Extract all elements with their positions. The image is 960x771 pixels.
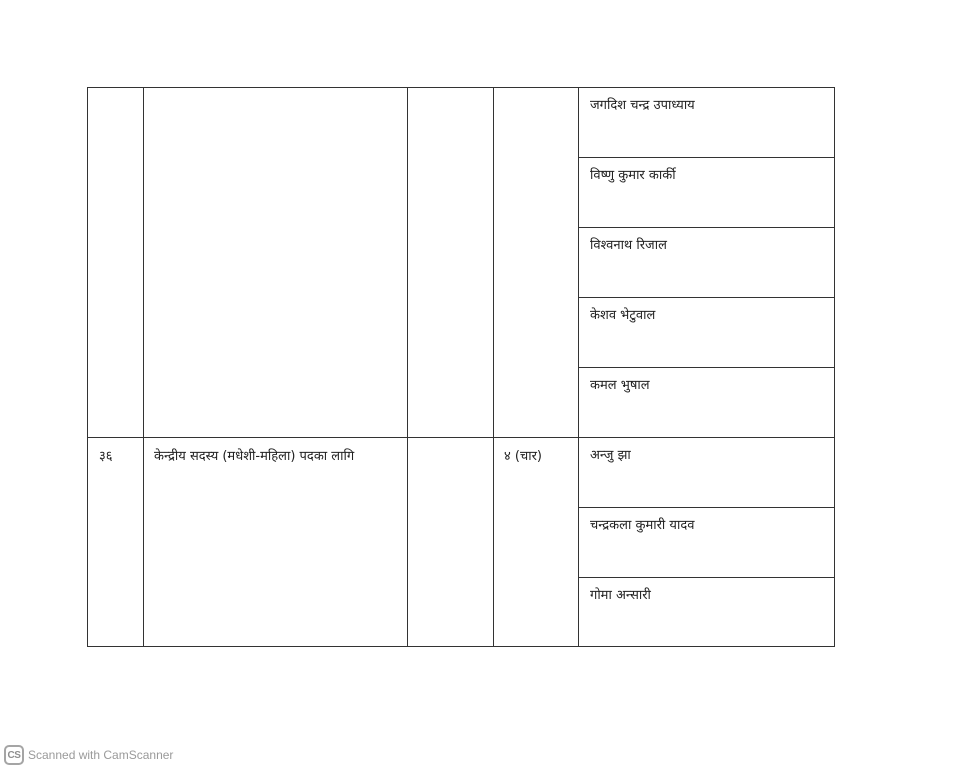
candidate-name: कमल भुषाल [590,378,650,393]
name-row-divider [578,227,834,228]
candidate-name: विश्वनाथ रिजाल [590,238,667,253]
post-title: केन्द्रीय सदस्य (मधेशी-महिला) पदका लागि [154,449,355,464]
watermark-text: Scanned with CamScanner [28,748,174,762]
name-row-divider [578,507,834,508]
candidate-name: जगदिश चन्द्र उपाध्याय [590,98,695,113]
row-group-divider [88,437,834,438]
name-row-divider [578,577,834,578]
column-divider [143,88,144,646]
name-row-divider [578,297,834,298]
candidate-name: गोमा अन्सारी [590,588,651,603]
camscanner-watermark [4,745,173,765]
camscanner-logo-icon: CS [4,745,24,765]
candidate-name: विष्णु कुमार कार्की [590,168,676,183]
candidate-name: केशव भेटुवाल [590,308,656,323]
serial-number: ३६ [99,449,113,464]
candidate-table [87,87,835,647]
column-divider [407,88,408,646]
candidate-name: चन्द्रकला कुमारी यादव [590,518,695,533]
candidate-name: अन्जु झा [590,448,631,463]
name-row-divider [578,367,834,368]
seat-count: ४ (चार) [504,449,542,464]
name-row-divider [578,157,834,158]
column-divider [493,88,494,646]
